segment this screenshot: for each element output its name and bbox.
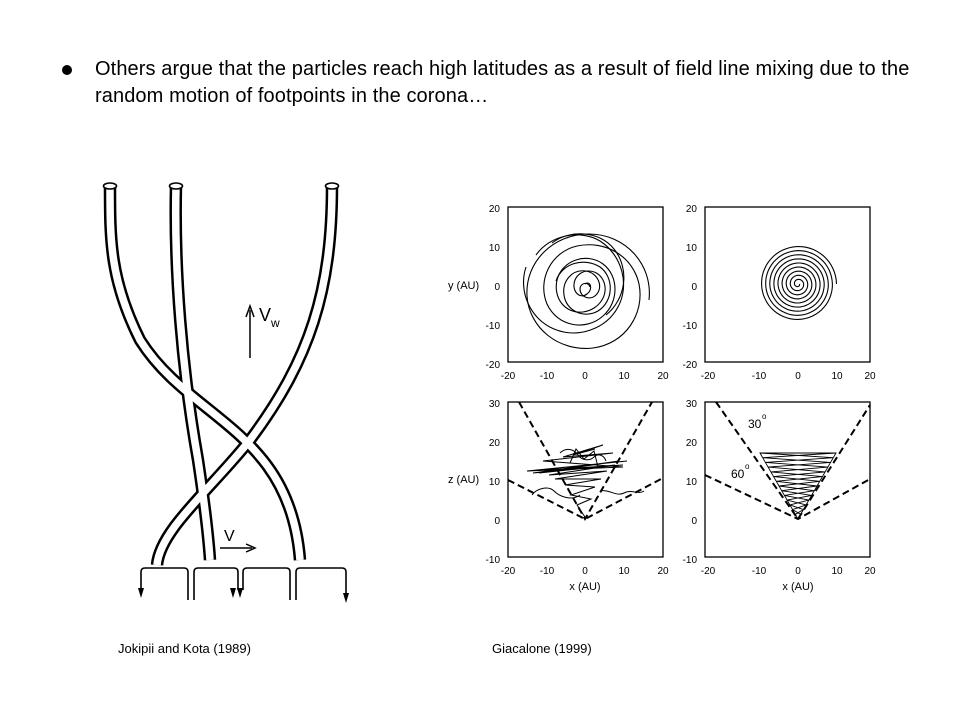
br-ytick: 20 — [685, 438, 697, 449]
tr-xtick: 0 — [795, 371, 801, 382]
tl-ytick: 20 — [488, 204, 500, 215]
bl-xtick: -20 — [500, 566, 516, 577]
vw-subscript: w — [271, 316, 280, 330]
bl-ytick: -10 — [485, 555, 500, 566]
tr-xtick: 10 — [831, 371, 843, 382]
br-ytick: 10 — [685, 477, 697, 488]
particle-trajectory-top — [524, 234, 650, 349]
simulation-panels — [440, 195, 890, 605]
angle-60-label: 60 — [731, 467, 745, 481]
panel-frame-top-left — [508, 207, 663, 362]
tl-xtick: -20 — [500, 371, 516, 382]
bl-ylabel: z (AU) — [448, 474, 480, 486]
tr-ytick: 0 — [691, 282, 697, 293]
particle-trajectory-bottom — [527, 445, 644, 517]
bl-ytick: 0 — [494, 516, 500, 527]
tube-end-cap — [170, 183, 183, 189]
br-xlabel: x (AU) — [782, 581, 814, 593]
br-ytick: 0 — [691, 516, 697, 527]
tl-xtick: -10 — [539, 371, 555, 382]
bl-ytick: 30 — [488, 399, 500, 410]
tr-ytick: -10 — [682, 321, 697, 332]
tl-ytick: -20 — [485, 360, 500, 371]
bl-xtick: -10 — [539, 566, 555, 577]
br-xtick: 10 — [831, 566, 843, 577]
bullet-dot — [62, 65, 72, 75]
tube-end-cap — [104, 183, 117, 189]
field-line-diagram — [100, 170, 370, 610]
bl-ytick: 20 — [488, 438, 500, 449]
tl-ytick: 0 — [494, 282, 500, 293]
hatch-lines — [760, 453, 836, 519]
degree-mark: o — [762, 412, 767, 421]
angle-30-label: 30 — [748, 417, 762, 431]
br-xtick: 0 — [795, 566, 801, 577]
footpoint-cells — [141, 568, 346, 600]
tl-xtick: 0 — [582, 371, 588, 382]
tl-ytick: 10 — [488, 243, 500, 254]
tl-ytick: -10 — [485, 321, 500, 332]
right-caption: Giacalone (1999) — [492, 641, 592, 656]
tl-xtick: 10 — [618, 371, 630, 382]
tl-xtick: 20 — [657, 371, 669, 382]
tr-ytick: 10 — [685, 243, 697, 254]
panel-frame-bottom-right — [705, 402, 870, 557]
bullet-point — [62, 56, 922, 110]
panel-frame-top-right — [705, 207, 870, 362]
br-xtick: -10 — [751, 566, 767, 577]
footpoint-velocity-arrow — [220, 544, 255, 552]
bl-xtick: 0 — [582, 566, 588, 577]
tr-xtick: -10 — [751, 371, 767, 382]
bl-ytick: 10 — [488, 477, 500, 488]
vw-label: V — [259, 305, 272, 325]
tr-xtick: -20 — [700, 371, 716, 382]
tr-ytick: -20 — [682, 360, 697, 371]
br-xtick: 20 — [864, 566, 876, 577]
bl-xlabel: x (AU) — [569, 581, 601, 593]
bl-xtick: 10 — [618, 566, 630, 577]
br-xtick: -20 — [700, 566, 716, 577]
tr-xtick: 20 — [864, 371, 876, 382]
br-ytick: 30 — [685, 399, 697, 410]
bullet-text: Others argue that the particles reach high latitudes as a result of field line mixing due to the random motion of footpoints in the corona… — [95, 58, 910, 107]
footpoint-arrowheads — [138, 588, 349, 603]
bl-xtick: 20 — [657, 566, 669, 577]
archimedean-spiral — [762, 247, 837, 320]
tube-end-cap — [326, 183, 339, 189]
left-caption: Jokipii and Kota (1989) — [118, 641, 251, 656]
solar-wind-arrow — [246, 306, 254, 358]
tl-ylabel: y (AU) — [448, 280, 480, 292]
br-ytick: -10 — [682, 555, 697, 566]
hatched-cone — [760, 453, 836, 519]
v-label: V — [224, 528, 235, 545]
tr-ytick: 20 — [685, 204, 697, 215]
degree-mark: o — [745, 462, 750, 471]
